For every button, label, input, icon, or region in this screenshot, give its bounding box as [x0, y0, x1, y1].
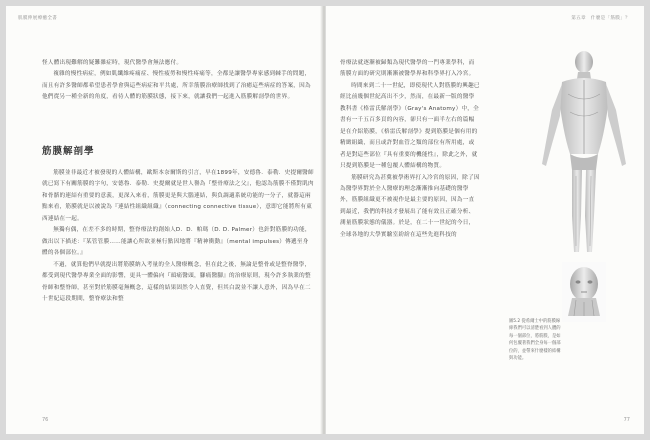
page-number-left: 76 — [42, 417, 49, 423]
full-body-back-view — [542, 51, 626, 252]
head-neck-detail-view — [562, 262, 606, 322]
section-heading: 筋膜解剖學 — [42, 146, 95, 157]
right-page — [326, 6, 644, 434]
figure-caption: 圖5.2 從希爾士中的筋膜線條我們可以清楚看到人體的每一個部位，將筋膜，是如何包覆著我們全身每一個部位的，並帶來什麼樣的結構與功能。 — [509, 319, 561, 362]
left-text-section — [42, 168, 314, 305]
paragraph: 時間來到二十一世紀，即使現代人對筋膜的興趣已經比前幾個世紀高出不少，然而，在最新一版的醫學教科書《格雷氏解剖學》（Gray's Anatomy）中，全書有一千五百多頁的內容，卻只有一面半左右的篇幅是在介紹筋膜，《格雷氏解剖學》提到筋膜是個有用的精緻組織，而且或許對血管之類的部位有所用處，或者是對這些部位『具有重要的機能性』，除此之外，就只提到筋膜是一種包覆人體結構的物質。 — [340, 82, 480, 170]
left-text-top — [42, 58, 314, 104]
paragraph: 不過，就算他們早就提出將筋膜納入考量的全人醫療概念，但在此之後，無論是整骨或是整脊醫學，都受到現代醫學專業全面的影響，更具一體偏向『頭痛醫頭，腳痛醫腳』的治療原則，現今許多執業的整骨師和整脊師，甚至對於筋膜毫無概念，這樣的結果固然令人直覺，但其白說並不讓人意外，因為早在二十世紀這段期間，整脊療法和整 — [42, 261, 311, 302]
page-number-right: 77 — [623, 417, 630, 423]
paragraph: 怪人體出現難解的疑難雜症時，現代醫學會無法應付。 — [42, 60, 183, 66]
paragraph: 筋膜研究為甚冀被學術界打入冷宮的原因，除了因為醫學界對於全人醫療的理念漸漸推向基礎的醫學外，筋膜組織更不被視作是最主要的原因，因為一直到最近，我們的科技才發展出了能有效且正確分析、測量筋膜狀態的儀器。於是，在二十一世紀的今日，全球各地的大學實驗室紛紛在這些先進科技的 — [340, 174, 480, 238]
paragraph: 無獨有偶，在差不多的時期，整脊療法的創始人D．D．帕瑪（D. D. Palmer）也針對筋膜的功能，做出以下描述：『某管管膜……能讓心所欲並極行點因地將『精神衝動』（mental impulses）傳遞至身體的各個部位。』 — [42, 227, 311, 257]
paragraph: 筋膜並非最近才被發現的人體結構，歐斯本奈爾斯的引言，早在1899年，安德魯．泰勒．史提爾醫師就已寫下有關筋膜的字句，安德魯．泰勒．史提爾就是世人譽為『整骨療法之父』，他認為筋膜不僅對肌肉和骨骼的連結有重要的意義，更深入來看，筋膜更是與大腦連結，與負調適系統功能的一分子，就器這兩點來看，筋膜就是以被說為『連結性組織組織』（connecting connective tissue），意即它能將所有東西連結在一起。 — [42, 170, 314, 222]
running-head-left: 肌膜伸展療癒全書 — [18, 16, 58, 21]
anatomy-figure — [524, 46, 640, 346]
paragraph: 複雜的慢性病症，例如肌纖維疼痛症、慢性疲勞和慢性疼痛等，全都是讓醫學專家感到棘手的問題，而且有許多醫師都希望患者學會與這些病症和平共處，所幸筋膜治療師找到了治癒這些病症的答案，因為他們從另一種全新的角度，看待人體的筋膜狀態，接下來，就讓我們一起進入筋膜解剖學的世界。 — [42, 71, 311, 101]
running-head-right: 第五章 什麼是「筋膜」？ — [571, 16, 630, 21]
left-page — [6, 6, 322, 434]
paragraph: 骨療法就逐漸被歸類為現代醫學的一門專業學科，而筋膜方面的研究則漸漸被醫學界和科學界打入冷宮。 — [340, 60, 475, 78]
right-text-column — [340, 58, 480, 241]
